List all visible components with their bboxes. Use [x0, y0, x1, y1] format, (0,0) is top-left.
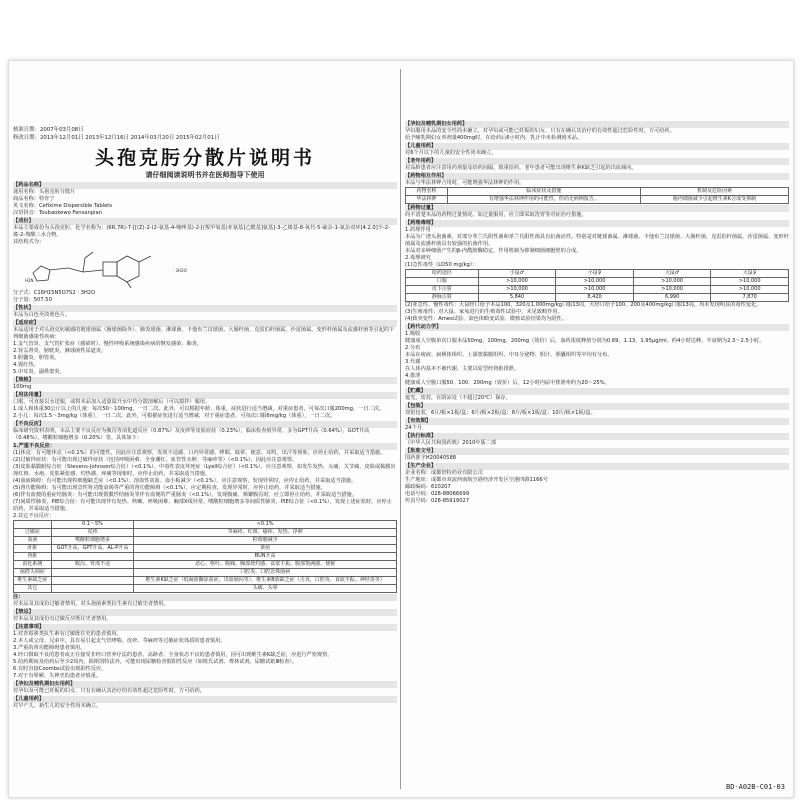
table-cell: 其它 [14, 585, 52, 593]
section-header: 【药代动力学】 [405, 324, 789, 331]
table-cell: >10,000 [633, 278, 711, 286]
section-line: 健康成人空腹口服50、100、200mg（效价）后，12小时内尿中排泄率约为20～25%。 [405, 380, 610, 386]
section-line: 1.对青霉素类抗生素有过敏既往史的患者慎用。 [13, 631, 122, 637]
table-cell [51, 553, 134, 561]
molecule-drawing [23, 248, 223, 288]
table-cell: 粒细胞减少 [134, 537, 397, 545]
table-header-cell: 机制及危险因素 [640, 188, 788, 196]
section-line: 国药准字H20040588 [405, 455, 457, 461]
table-cell: 维生素缺乏症 [14, 577, 52, 585]
table-header-cell: <0.1% [134, 521, 397, 529]
table-row [14, 545, 397, 553]
section-header: 【包装】 [405, 403, 789, 410]
ld50-table [405, 269, 789, 302]
table-cell: >10,000 [478, 286, 556, 294]
table-cell: >10,000 [633, 286, 711, 294]
section-line: 在人体内基本不被代谢，主要以原型经肾脏排泄。 [405, 366, 520, 372]
document-title: 头孢克肟分散片说明书 [94, 147, 315, 169]
table-cell: 过敏症 [14, 529, 52, 537]
structural-formula [23, 248, 397, 288]
column-divider [400, 69, 401, 789]
section-line: 《中华人民共和国药典》2010年版二部 [405, 440, 497, 446]
section-line: 双铝包装，6片/板×1板/盒；6片/板×2板/盒；8片/板×1板/盒；10片/板×1板/盒。 [405, 410, 596, 416]
section-line: 4.猩红热。 [13, 362, 39, 368]
section-header: 1.严重不良反应： [13, 443, 397, 450]
section-line: 本品在痰液、扁桃体组织、上颌窦黏膜组织、中耳分泌物、胆汁、胆囊组织等中均有分布。 [405, 352, 613, 358]
section-line: 24个月 [405, 425, 422, 431]
table-header-cell: 药物名称 [406, 188, 448, 196]
table-cell: 口腔炎、口腔念珠菌病 [134, 569, 397, 577]
table-cell: 黄疸 [134, 545, 397, 553]
table-cell: 6,990 [633, 294, 711, 302]
section-line: 本品对多种细菌产生的β-内酰胺酶稳定，作用机制为抑制细菌细胞壁的合成。 [405, 248, 582, 254]
table-cell: 头痛、头晕 [134, 585, 397, 593]
section-line: 生产地址：成都市双流西南航空港经济开发区空港四路1166号 [405, 477, 548, 483]
section-header: 【规格】 [13, 377, 397, 384]
table-cell: >10,000 [711, 278, 789, 286]
right-sections-b [405, 205, 789, 269]
section-line: 7.对于有晕厥、失神史的患者应慎重。 [13, 673, 101, 679]
section-header: 【儿童用药】 [13, 696, 397, 703]
section-line: 本品为白色至淡黄色片。 [13, 312, 71, 318]
section-line: (1)休克：有可能休克（<0.1%）的可能性，因此应注意观察，发现不适感、口内异常感、哮喘、眩晕、便意、耳鸣、出汗等现象，应停止给药，并采取适当措施。 [13, 450, 386, 456]
left-sections [13, 182, 397, 246]
section-line: 商品名称：特肯宁 [13, 196, 55, 202]
table-cell: 腹泻、胃部不适 [51, 561, 134, 569]
section-line: 企业名称：成都倍特药业有限公司 [405, 470, 483, 476]
section-header: 【成份】 [13, 218, 397, 225]
section-header: 【有效期】 [405, 418, 789, 425]
left-column [13, 61, 397, 797]
section-line: 英文名称：Cefixime Dispersible Tablets [13, 203, 113, 209]
section-line: 分子式：C16H15N5O7S2 · 3H2O [13, 290, 96, 296]
section-header: 注： [13, 594, 397, 601]
section-line: 口服，可直接以水送服，或将本品加入适量温开水中待分散溶解后（可以搅拌）服用。 [13, 399, 211, 405]
section-line: 本品适用于对头孢克肟敏感的链球菌属（肠球菌除外）、肺炎球菌、淋球菌、卡他布兰汉球菌、大肠杆菌、克雷伯杆菌属、沙雷菌属、变形杆菌属及流感杆菌等引起的下列细菌感染性疾病： [13, 327, 395, 340]
table-header-cell: 小鼠♀ [556, 270, 634, 278]
section-line: 4.排泄 [405, 373, 421, 379]
section-header: 【药物相互作用】 [405, 173, 789, 180]
table-cell: 7,870 [711, 294, 789, 302]
table-header-cell: 大鼠♂ [633, 270, 711, 278]
section-line: 健康成人空腹单次口服本品50mg、100mg、200mg（效价）后，血药浓度峰值分别为0.69、1.13、1.95μg/ml，约4小时达峰，半衰期为2.3～2.5小时。 [405, 338, 765, 344]
table-cell: >10,000 [711, 286, 789, 294]
section-header: 【孕妇及哺乳期妇女用药】 [405, 121, 789, 128]
section-line: 分子量：507.50 [13, 297, 52, 303]
section-header: 【适应症】 [13, 320, 397, 327]
section-line: 对本品及其成份有过敏反应既往史者禁用。 [13, 616, 112, 622]
table-cell: 消化系统 [14, 561, 52, 569]
section-line: (4)致突变性：Ames试验、染色体畸变试验、微核试验结果均为阴性。 [405, 316, 567, 322]
section-header: 【药物过量】 [405, 205, 789, 212]
table-cell: 8,420 [556, 294, 634, 302]
section-line: 5.中耳炎、副鼻窦炎。 [13, 369, 65, 375]
section-line: (3)皮肤黏膜眼综合征（Stevens-Johnson综合征）（<0.1%）、中毒性表皮坏死症（Lyell综合征）（<0.1%），应注意观察，如发生发热、头痛、关节痛、皮肤或黏膜出现红斑、水疱、皮肤紧张感、灼热感、疼痛等现象时，应停止给药，并采取适当措施。 [13, 464, 396, 477]
table-row [14, 553, 397, 561]
section-line: (3)生殖毒性：对大鼠、家兔进行的生殖毒性试验中，未见致畸作用。 [405, 309, 563, 315]
drug-interaction-table [405, 187, 789, 204]
section-header: 【用法用量】 [13, 392, 397, 399]
section-line: 1.药理作用 [405, 227, 431, 233]
section-line: 5.给药期间及给药后至少2周内，除斯凯特法外，可能出现尿糖检查假阳性反应（如班氏试剂、费林试剂、尿糖试纸Ⅲ检查）。 [13, 659, 298, 665]
section-header: 【孕妇及哺乳期妇女用药】 [13, 681, 397, 688]
section-header: 【禁忌】 [13, 609, 397, 616]
section-header: 【注意事项】 [13, 624, 397, 631]
section-line: 对早产儿、新生儿的安全性尚未确立。 [13, 703, 102, 709]
table-cell: >10,000 [478, 278, 556, 286]
section-line: 3.胆囊炎、胆管炎。 [13, 355, 60, 361]
section-line: 尚不清楚本品的药物过量情况。如过量服用，应立即采取洗胃等对症治疗措施。 [405, 212, 587, 218]
right-sections [405, 121, 789, 187]
table-header-cell: 小鼠♂ [478, 270, 556, 278]
section-line: 给予哺乳期妇女单剂量400mg时，在给药后6小时内，乳汁中未检测到本品。 [405, 135, 583, 141]
section-line: 本品为广谱头孢菌素，对部分革兰氏阴性菌和革兰氏阳性菌具有抗菌活性。特别是对链球菌属、淋球菌、卡他布兰汉球菌、大肠杆菌、克雷伯杆菌属、沙雷菌属、变形杆菌属及流感杆菌具有较强的抗菌作用。 [405, 234, 789, 247]
svg-text:· 3H2O: · 3H2O [173, 268, 187, 273]
section-header: 【性状】 [13, 305, 397, 312]
table-cell: 皮下注射 [406, 286, 479, 294]
table-cell [51, 577, 134, 585]
revision-dates [13, 127, 397, 142]
revision-line: 修改日期：2013年12月01日 2013年12月16日 2014年03月20日 2015年02月01日 [13, 134, 220, 141]
section-line: (1)急性毒性（LD50 mg/kg）： [405, 262, 478, 268]
table-cell: 口服 [406, 278, 479, 286]
table-cell [51, 585, 134, 593]
table-row [406, 278, 789, 286]
table-cell [51, 569, 134, 577]
section-header: 【不良反应】 [13, 421, 397, 428]
section-line: 其结构式为： [13, 239, 45, 245]
table-cell: GOT升高、GPT升高、AL-P升高 [51, 545, 134, 553]
table-cell: 荨麻疹、红斑、瘙痒、发热、浮肿 [134, 529, 397, 537]
section-line: 2.小儿：每次1.5～3mg/kg（体重），一日二次。此外，可根据症状进行适当增减，对于重症患者，可每次口服6mg/kg（体重），一日二次。 [13, 413, 336, 419]
section-line: 传真号码：028-85919027 [405, 498, 470, 504]
table-header-cell: 给药途径 [406, 270, 479, 278]
table-cell: 有增强华法林钾作用的可能性，但尚无病例报告。 [447, 196, 640, 204]
revision-line: 核准日期：2007年03月08日 [13, 127, 84, 133]
section-line: 电话号码：028-88066699 [405, 491, 470, 497]
section-header: 【执行标准】 [405, 433, 789, 440]
table-cell: 维生素K缺乏症（低凝血酶原血症、出血倾向等）、维生素B族缺乏症（舌炎、口腔炎、食欲不振、神经炎等） [134, 577, 397, 585]
section-line: 临床研究资料表明，本品主要不良反应为腹泻等消化道反应（0.87%）及皮疹等皮肤症状（0.23%），临床检查值异常，多为GPT升高（0.64%），GOT升高（0.48%），嗜酸粒细胞增多（0.20%）等。具体如下： [13, 428, 370, 441]
section-header: 【儿童用药】 [405, 143, 789, 150]
section-header: 【批准文号】 [405, 448, 789, 455]
table-row [14, 537, 397, 545]
table-cell: >10,000 [556, 278, 634, 286]
document-code: BD-A02B-C01-03 [725, 783, 785, 791]
section-line: 2.分布 [405, 345, 421, 351]
section-line: 1.支气管炎、支气管扩张症（感染时）、慢性呼吸系统感染疾病的继发感染、肺炎。 [13, 341, 203, 347]
table-header-cell: 0.1～5% [51, 521, 134, 529]
table-cell: 肠内细菌减少引起维生素K合成受抑制 [640, 196, 788, 204]
section-line: (6)伴有血便的重症结肠炎：有可能出现假膜性结肠炎等伴有血便的严重肠炎（<0.1%），发现腹痛、频繁腹泻时，应立即停止给药，并采取适当措施。 [13, 492, 357, 498]
table-row [406, 286, 789, 294]
section-line: (4)血液障碍：有可能出现粒细胞缺乏症（<0.1%）、溶血性贫血、血小板减少（<0.1%），应注意观察，发现异常时，应停止给药，并采取适当措施。 [13, 478, 357, 484]
section-line: 汉语拼音：Toubaokewo Fensanpian [13, 210, 102, 216]
section-line: 3.代谢 [405, 359, 421, 365]
section-line: 本品与华法林钾合用时，可能增强华法林钾的作用。 [405, 180, 525, 186]
section-line: 4.经口摄取不良的患者或正在接受非经口营养疗法的患者、高龄者、全身状态不良的患者慎用，因可出现维生素K缺乏症，应进行严密观察。 [13, 652, 333, 658]
section-line: 2.毒理研究 [405, 255, 431, 261]
right-sections-c [405, 302, 789, 505]
section-line: (2)过敏样症状：有可能出现过敏样症状（包括呼吸困难、全身潮红、血管性水肿、荨麻疹等）（<0.1%），因此应注意观察。 [13, 457, 298, 463]
section-line: 遮光，密封，在阴凉处（不超过20℃）保存。 [405, 395, 511, 401]
table-header-cell: 临床症状及措施 [447, 188, 640, 196]
svg-text:H2N: H2N [25, 278, 34, 283]
section-line: 6.有时直接Coombs试验出现阳性反应。 [13, 666, 107, 672]
table-row [14, 585, 397, 593]
table-cell: 菌群失调症 [14, 569, 52, 577]
section-line: 2.其它不良反应： [13, 513, 55, 519]
section-line: 对本品及其成份过敏者禁用。对头孢菌素类抗生素有过敏史者禁用。 [13, 601, 169, 607]
table-cell: 肝脏 [14, 545, 52, 553]
section-line: (2)亚急性、慢性毒性：大鼠经口给予本品100、320及1,000mg/kg口服13周，犬经口给予100、200及400mg/kg口服13周，均未发现明显的毒性变化。 [405, 302, 762, 308]
leaflet-sheet [8, 60, 794, 798]
section-line: 邮政编码：610207 [405, 484, 451, 490]
table-cell: 5,840 [478, 294, 556, 302]
left-sections-after-table [13, 594, 397, 710]
section-header: 【生产企业】 [405, 463, 789, 470]
section-line: 1.成人和体重30公斤以上的儿童：每次50～100mg，一日二次。此外，可以根据年龄、体重、症状进行适当增减，对重症患者，可每次口服200mg，一日二次。 [13, 406, 385, 412]
right-column [405, 61, 789, 797]
section-line: 本品主要成份为头孢克肟，化学名称为：(6R,7R)-7-[[(Z)-2-(2-氨基-4-噻唑基)-2-[(羧甲氧基)亚氨基]乙酰基]氨基]-3-乙烯基-8-氧代-5-硫杂-1-氮杂双环[4.2.0]辛-2-烯-2-羧酸三水合物。 [13, 225, 390, 238]
table-row [14, 561, 397, 569]
table-cell: 恶心、呕吐、腹痛、胸部烧灼感、食欲不振、腹部饱满感、便秘 [134, 561, 397, 569]
section-header: 【药理毒理】 [405, 220, 789, 227]
table-cell: 血液 [14, 537, 52, 545]
table-cell: 皮疹 [51, 529, 134, 537]
section-line: 2.肾盂肾炎、膀胱炎、淋球菌性尿道炎。 [13, 348, 107, 354]
table-header-cell: 大鼠♀ [711, 270, 789, 278]
table-cell: 华法林钾 [406, 196, 448, 204]
section-line: 对6个月以下的儿童的安全性尚未确立。 [405, 150, 497, 156]
table-cell: 肾脏 [14, 553, 52, 561]
table-row [406, 294, 789, 302]
document-subtitle: 请仔细阅读说明书并在医师指导下使用 [145, 171, 265, 179]
table-cell: BUN升高 [134, 553, 397, 561]
section-line: 通用名称：头孢克肟分散片 [13, 189, 76, 195]
section-line: (5)肾功能障碍：有可能出现急性肾功能衰竭等严重的肾功能障碍（<0.1%），应定期检查，发现异常时，应停止给药，并采取适当措施。 [13, 485, 326, 491]
table-cell: 嗜酸粒细胞增多 [51, 537, 134, 545]
section-line: 对高龄患者应注意用药剂量及给药间隔，慎重给药。老年患者可能出现维生素K缺乏引起的出血倾向。 [405, 165, 637, 171]
section-line: 3.严重的肾功能障碍患者慎用。 [13, 645, 86, 651]
table-row [14, 529, 397, 537]
table-cell: >10,000 [556, 286, 634, 294]
left-sections-continued [13, 290, 397, 520]
table-row [14, 577, 397, 585]
table-row [406, 196, 789, 204]
section-line: 对孕妇及可能已妊娠的妇女，只有在确认其治疗的有效性超过危险性时，方可给药。 [13, 688, 205, 694]
section-header: 【贮藏】 [405, 388, 789, 395]
section-line: 孕妇服用本品的安全性尚未确立。对孕妇或可能已妊娠的妇女，只有在确认其治疗的有效性超过危险性时，方可给药。 [405, 128, 675, 134]
table-header-cell [14, 521, 52, 529]
section-header: 【老年用药】 [405, 158, 789, 165]
adverse-reaction-table [13, 520, 397, 593]
section-line: 2.本人或父母、兄弟中，具有易引起支气管哮喘、皮疹、荨麻疹等过敏症状体质的患者慎用。 [13, 638, 226, 644]
section-line: (7)间质性肺炎、PIE综合征：有可能出现伴有发热、咳嗽、呼吸困难、胸部X线异常、嗜酸粒细胞增多等间质性肺炎、PIE综合征（<0.1%），发现上述症状时，应停止给药，并采取适当措施。 [13, 499, 392, 512]
section-header: 【药品名称】 [13, 182, 397, 189]
table-row [14, 569, 397, 577]
section-line: 1.吸收 [405, 331, 421, 337]
section-line: 100mg [13, 384, 32, 390]
table-cell: 静脉注射 [406, 294, 479, 302]
